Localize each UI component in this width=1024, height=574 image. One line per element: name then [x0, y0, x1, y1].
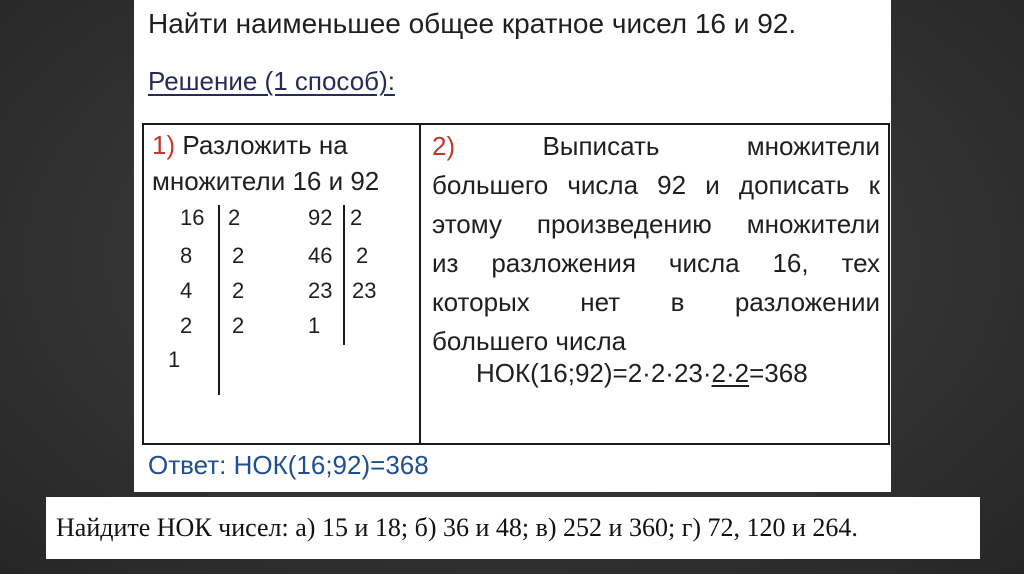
- f16-right-3: 2: [232, 313, 245, 338]
- f92-left-3: 1: [308, 313, 321, 338]
- slide-panel: [134, 0, 891, 492]
- table-divider: [419, 125, 421, 443]
- f92-right-0: 2: [350, 205, 363, 230]
- f16-right-1: 2: [232, 243, 245, 268]
- solution-heading: Решение (1 способ):: [148, 66, 395, 96]
- step2-text: [432, 127, 880, 361]
- problem-title: Найти наименьшее общее кратное чисел 16 и 92.: [148, 8, 797, 39]
- f16-left-0: 16: [180, 205, 205, 230]
- solution-table: [142, 123, 890, 445]
- answer-text: Ответ: НОК(16;92)=368: [148, 450, 429, 480]
- nok-formula: [476, 358, 808, 389]
- step2-line-3: из разложения числа 16, тех: [432, 248, 880, 278]
- f16-left-4: 1: [168, 347, 181, 372]
- f92-bar: [343, 205, 345, 345]
- step2-number: 2): [432, 131, 456, 161]
- f16-left-3: 2: [180, 313, 193, 338]
- f92-right-1: 2: [356, 243, 369, 268]
- f92-left-0: 92: [308, 205, 333, 230]
- exercise-task: Найдите НОК чисел: а) 15 и 18; б) 36 и 48; в) 252 и 360; г) 72, 120 и 264.: [46, 497, 980, 559]
- nok-underlined: 2·2: [711, 358, 750, 388]
- step2-line-4: которых нет в разложении: [432, 287, 880, 317]
- f16-left-1: 8: [180, 243, 193, 268]
- step2-line-0: 2) Выписать множители: [432, 131, 880, 161]
- step1-number: 1): [152, 130, 176, 160]
- step2-line-5: большего числа: [432, 326, 627, 356]
- f92-left-1: 46: [308, 243, 333, 268]
- step1-text: [152, 127, 412, 199]
- nok-suffix: =368: [749, 358, 808, 388]
- nok-prefix: НОК(16;92)=2·2·23·: [476, 358, 712, 388]
- step1-label: Разложить на: [182, 130, 348, 160]
- f92-left-2: 23: [308, 278, 333, 303]
- step2-line-1: большего числа 92 и дописать к: [432, 170, 880, 200]
- f16-left-2: 4: [180, 278, 193, 303]
- f16-right-0: 2: [228, 205, 241, 230]
- f16-right-2: 2: [232, 278, 245, 303]
- step2-line-2: этому произведению множители: [432, 209, 880, 239]
- f92-right-2: 23: [352, 278, 377, 303]
- step1-line1: [152, 127, 412, 163]
- step1-line2: множители 16 и 92: [152, 166, 380, 196]
- f16-bar: [218, 205, 220, 395]
